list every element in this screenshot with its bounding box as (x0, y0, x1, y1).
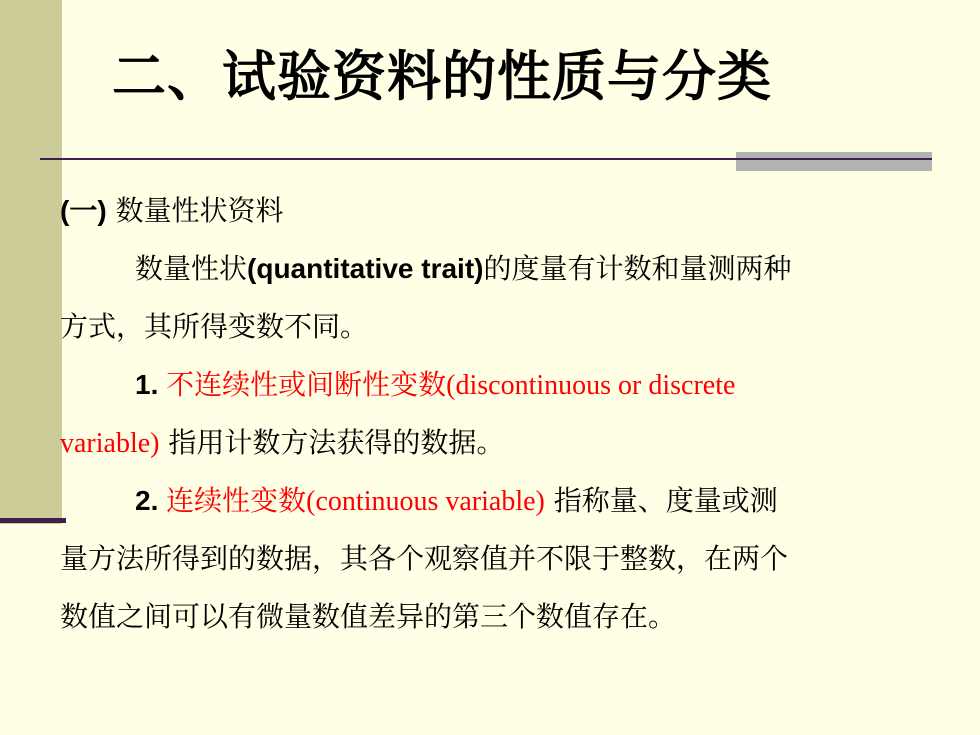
item-1-line-1 (60, 356, 940, 414)
item-2-line-2 (60, 530, 940, 588)
item-1-term: 不连续性或间断性变数 (166, 368, 447, 401)
title-divider-block (736, 152, 932, 171)
paragraph-line-1 (60, 240, 940, 298)
item-1-number: 1. (135, 369, 167, 400)
paragraph-line-2 (60, 298, 940, 356)
item-2-definition: 指称量、度量或测 (544, 484, 778, 517)
slide-body (60, 182, 940, 646)
left-decor-bar-accent (0, 518, 66, 523)
text-span: 数量性状 (135, 252, 248, 285)
item-2-term-english: (continuous variable) (306, 486, 545, 517)
text-span: 方式，其所得变数不同。 (60, 310, 369, 343)
text-span: 量方法所得到的数据，其各个观察值并不限于整数，在两个 (60, 542, 789, 575)
item-2-line-1 (60, 472, 940, 530)
left-decor-bar (0, 0, 62, 524)
item-1-definition: 指用计数方法获得的数据。 (159, 426, 505, 459)
item-2-line-3 (60, 588, 940, 646)
item-1-line-2 (60, 414, 940, 472)
section-heading (60, 182, 940, 240)
section-number: (一) (60, 195, 107, 226)
item-2-number: 2. (135, 485, 167, 516)
item-2-term: 连续性变数 (166, 484, 307, 517)
section-title: 数量性状资料 (106, 194, 284, 227)
item-1-term-english-end: variable) (60, 428, 160, 459)
item-1-term-english: (discontinuous or discrete (446, 370, 736, 401)
term-english: (quantitative trait) (247, 253, 484, 284)
text-span: 的度量有计数和量测两种 (483, 252, 792, 285)
text-span: 数值之间可以有微量数值差异的第三个数值存在。 (60, 600, 677, 633)
slide-title: 二、试验资料的性质与分类 (112, 45, 772, 108)
